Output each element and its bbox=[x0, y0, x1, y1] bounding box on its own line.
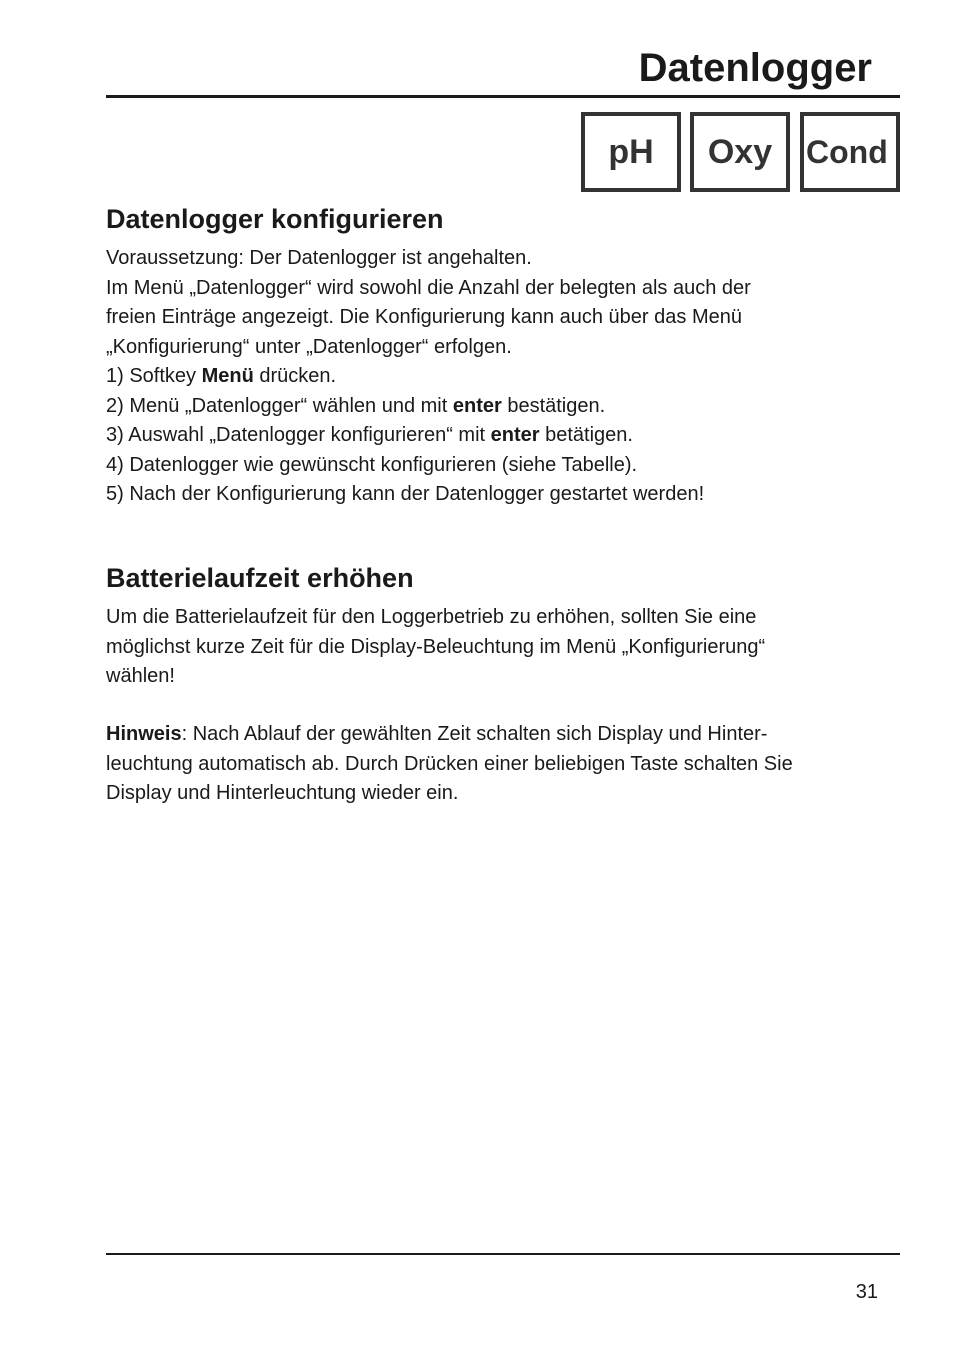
step-1 bbox=[106, 362, 906, 392]
section-heading-configure: Datenlogger konfigurieren bbox=[106, 204, 444, 234]
footer-rule bbox=[106, 1253, 900, 1255]
configure-text bbox=[106, 244, 906, 510]
parameter-badges bbox=[581, 112, 900, 192]
section-heading-battery: Batterielaufzeit erhöhen bbox=[106, 563, 414, 593]
header-rule bbox=[106, 95, 900, 98]
intro-line-3: „Konfigurierung“ unter „Datenlogger“ erfolgen. bbox=[106, 335, 512, 358]
page-number: 31 bbox=[855, 1281, 878, 1303]
step-3 bbox=[106, 421, 906, 451]
battery-line-1: Um die Batterielaufzeit für den Loggerbetrieb zu erhöhen, sollten Sie eine bbox=[106, 606, 757, 628]
battery-line-2: möglichst kurze Zeit für die Display-Beleuchtung im Menü „Konfigurierung“ bbox=[106, 635, 766, 658]
note-text bbox=[106, 720, 906, 809]
step-4: 4) Datenlogger wie gewünscht konfigurieren (siehe Tabelle). bbox=[106, 453, 638, 476]
step-1-post: drücken. bbox=[253, 365, 337, 387]
step-2-post: bestätigen. bbox=[501, 394, 606, 417]
note-line-3: Display und Hinterleuchtung wieder ein. bbox=[106, 782, 459, 804]
intro-line-2: freien Einträge angezeigt. Die Konfigurierung kann auch über das Menü bbox=[106, 306, 742, 328]
note-line-2: leuchtung automatisch ab. Durch Drücken einer beliebigen Taste schalten Sie bbox=[106, 752, 793, 775]
step-3-key: enter bbox=[490, 424, 540, 446]
battery-text bbox=[106, 603, 906, 692]
page-title: Datenlogger bbox=[638, 46, 872, 90]
battery-line-3: wählen! bbox=[106, 665, 175, 687]
note-label: Hinweis bbox=[106, 723, 182, 745]
step-2 bbox=[106, 392, 906, 422]
note-line-1 bbox=[106, 720, 906, 750]
step-2-key: enter bbox=[452, 394, 502, 417]
step-5: 5) Nach der Konfigurierung kann der Datenlogger gestartet werden! bbox=[106, 483, 705, 505]
prerequisite-line: Voraussetzung: Der Datenlogger ist angehalten. bbox=[106, 247, 532, 269]
step-2-pre: 2) Menü „Datenlogger“ wählen und mit bbox=[106, 394, 453, 417]
intro-line-1: Im Menü „Datenlogger“ wird sowohl die Anzahl der belegten als auch der bbox=[106, 276, 751, 299]
step-1-pre: 1) Softkey bbox=[106, 365, 202, 387]
badge-ph: pH bbox=[581, 112, 681, 192]
step-1-key: Menü bbox=[201, 365, 254, 387]
badge-oxy: Oxy bbox=[690, 112, 790, 192]
step-3-post: betätigen. bbox=[539, 424, 633, 446]
step-3-pre: 3) Auswahl „Datenlogger konfigurieren“ mit bbox=[106, 424, 491, 446]
badge-cond: Cond bbox=[800, 112, 900, 192]
note-line-1-text: : Nach Ablauf der gewählten Zeit schalten sich Display und Hinter- bbox=[181, 723, 768, 745]
